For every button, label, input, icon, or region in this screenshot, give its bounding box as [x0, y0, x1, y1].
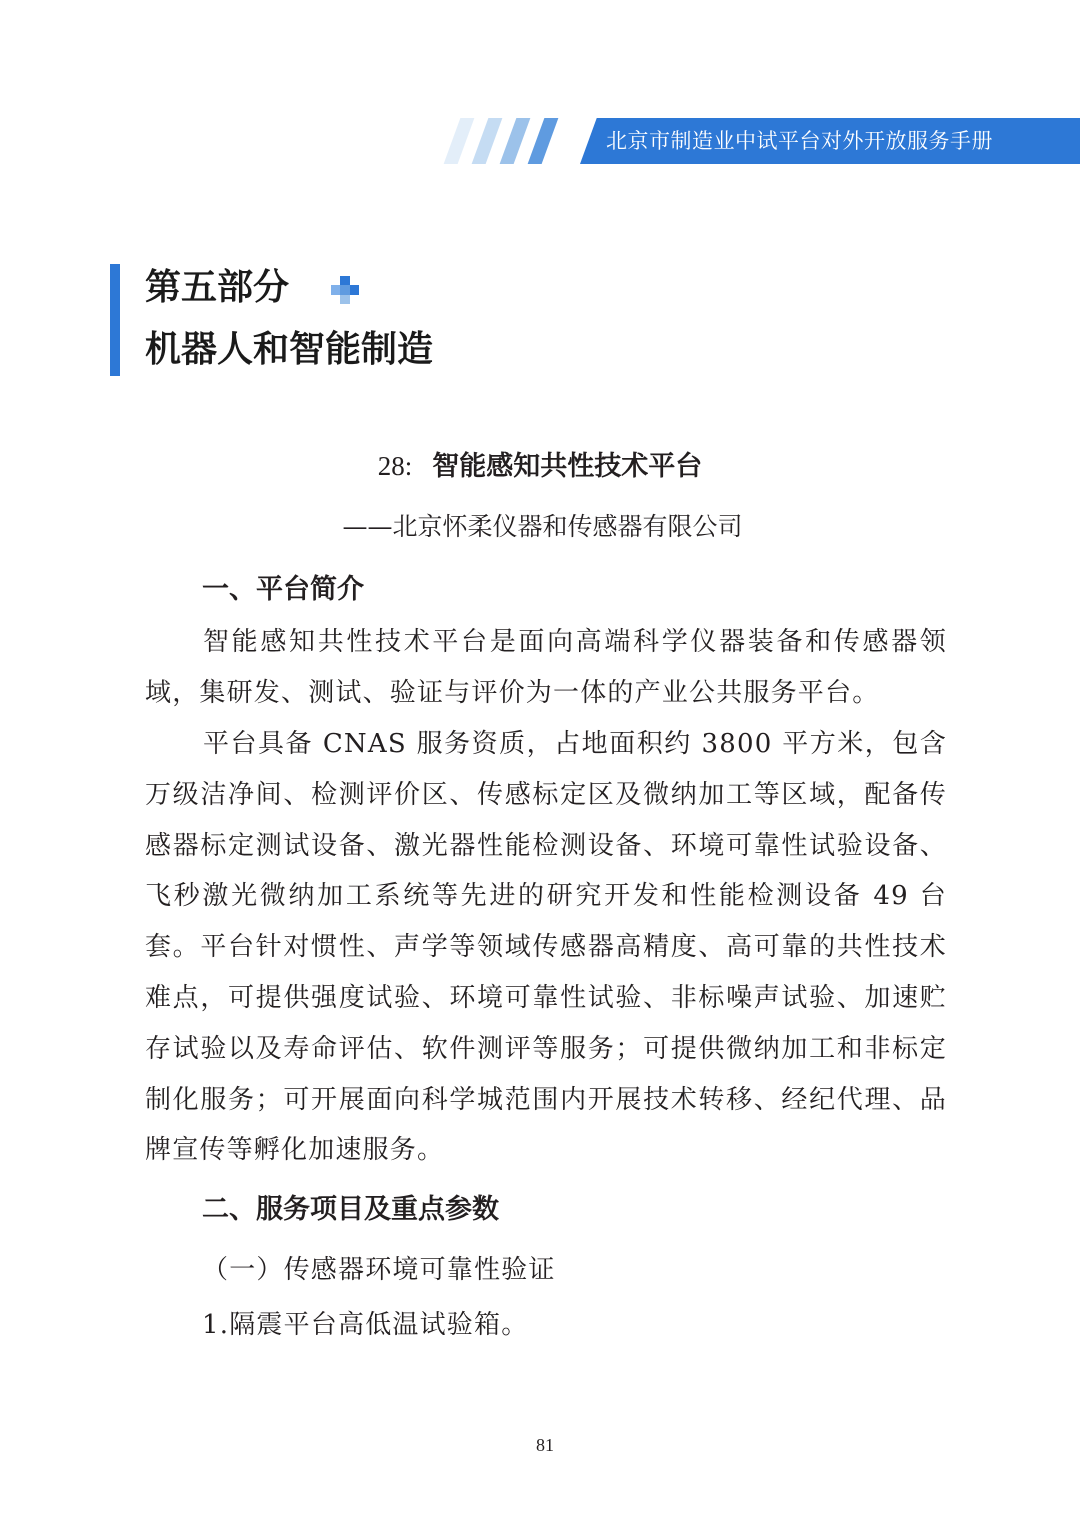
intro-paragraph-2: 平台具备 CNAS 服务资质，占地面积约 3800 平方米，包含万级洁净间、检测评价区、传感标定区及微纳加工等区域，配备传感器标定测试设备、激光器性能检测设备、环境可靠性试验设备、飞秒激光微纳加工系统等先进的研究开发和性能检测设备 49 台套。平台针对惯性、声学等领域传感器高精度、高可靠的共性技术难点，可提供强度试验、环境可靠性试验、非标噪声试验、加速贮存试验以及寿命评估、软件测评等服务；可提供微纳加工和非标定制化服务；可开展面向科学城范围内开展技术转移、经纪代理、品牌宣传等孵化加速服务。: [145, 729, 947, 1166]
header-stripe: [472, 118, 503, 164]
part-accent-bar: [110, 264, 120, 376]
platform-title: [0, 446, 1080, 487]
header-title: 北京市制造业中试平台对外开放服务手册: [606, 129, 993, 153]
header-stripe: [444, 118, 475, 164]
sub-heading-reliability: （一）传感器环境可靠性验证: [202, 1255, 556, 1285]
section-heading-intro: 一、平台简介: [202, 574, 364, 605]
plus-cross-icon: [330, 275, 360, 305]
header-stripe: [500, 118, 531, 164]
section-heading-services: 二、服务项目及重点参数: [202, 1194, 499, 1225]
list-item: 1.隔震平台高低温试验箱。: [202, 1310, 529, 1340]
header-stripe: [528, 118, 559, 164]
platform-name: 智能感知共性技术平台: [432, 451, 703, 482]
part-title: 机器人和智能制造: [145, 329, 434, 370]
company-name: ——北京怀柔仪器和传感器有限公司: [342, 512, 743, 541]
platform-number: 28:: [377, 451, 413, 481]
page-number: 81: [536, 1435, 554, 1455]
part-label: 第五部分: [145, 267, 290, 308]
running-header: [0, 118, 1080, 164]
intro-paragraph-1: 智能感知共性技术平台是面向高端科学仪器装备和传感器领域，集研发、测试、验证与评价为一体的产业公共服务平台。: [145, 627, 947, 708]
